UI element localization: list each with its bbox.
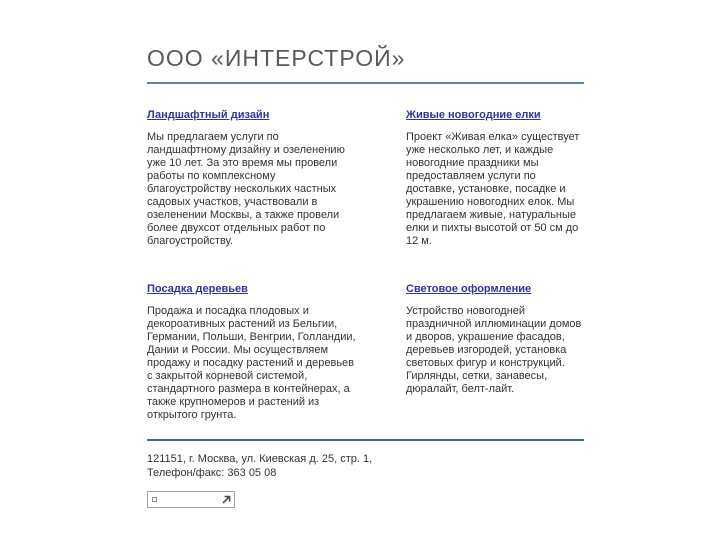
phone-line: Телефон/факс: 363 05 08 [147,467,277,479]
section-link-new-year-trees[interactable]: Живые новогодние елки [406,109,541,121]
footer-address [147,452,584,480]
section-text-light-decoration: Устройство новогодней праздничной иллюминации домов и дворов, украшение фасадов, деревьев изгородей, установка световых фигур и конструкций. Гирлянды, сетки, занавесы, дюралайт, белт-лайт. [406,305,582,395]
broken-image-icon [152,497,157,502]
header-divider [147,82,584,84]
content-grid [147,105,586,422]
address-line: 121151, г. Москва, ул. Киевская д. 25, стр. 1, [147,453,373,465]
section-link-light-decoration[interactable]: Световое оформление [406,283,532,295]
page-title: ООО «ИНТЕРСТРОЙ» [147,45,406,71]
section-link-landscape-design[interactable]: Ландшафтный дизайн [147,109,270,121]
footer-divider [147,439,584,441]
section-text-tree-planting: Продажа и посадка плодовых и декороативных растений из Бельгии, Германии, Польши, Венгрии, Голландии, Дании и России. Мы осуществляем продажу и посадку растений и деревьев с закрытой корневой системой, стандартного размера в контейнерах, а также крупномеров и растений из открытого грунта. [147,305,356,421]
section-new-year-trees [406,105,586,248]
section-text-landscape-design: Мы предлагаем услуги по ландшафтному дизайну и озеленению уже 10 лет. За это время мы провели работы по комплексному благоустройству нескольких частных садовых участков, участвовали в озеленении Москвы, а также провели более двухсот отдельных работ по благоустройству. [147,131,345,247]
section-light-decoration [406,279,586,422]
section-text-new-year-trees: Проект «Живая елка» существует уже несколько лет, и каждые новогодние праздники мы предоставляем услуги по доставке, установке, посадке и украшению новогодних елок. Мы предлагаем живые, натуральные елки и пихты высотой от 50 см до 12 м. [406,131,580,247]
section-link-tree-planting[interactable]: Посадка деревьев [147,283,248,295]
counter-banner[interactable] [147,491,235,508]
external-link-arrow-icon [221,494,232,505]
section-tree-planting [147,279,357,422]
section-landscape-design [147,105,357,248]
